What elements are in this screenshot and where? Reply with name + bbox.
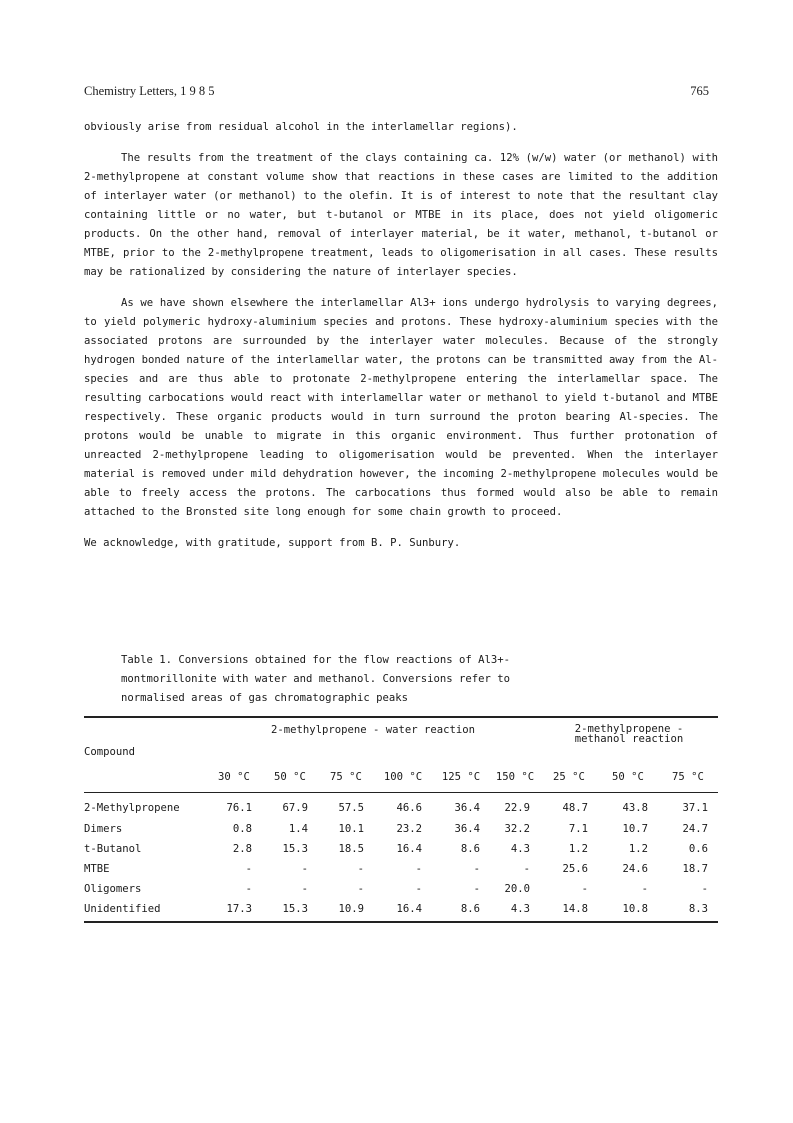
table-caption — [121, 651, 641, 708]
conversion-value: - — [415, 883, 422, 895]
compound-name: 2-Methylpropene — [84, 793, 206, 820]
temperature-header: 125 °C — [441, 771, 481, 783]
conversion-value: 25.6 — [562, 863, 588, 875]
table-row — [84, 879, 718, 899]
compound-name: Dimers — [84, 823, 123, 835]
compound-name: t-Butanol — [84, 843, 142, 855]
conversion-value: - — [473, 883, 480, 895]
conversion-table — [84, 716, 718, 923]
temperature-header: 50 °C — [274, 771, 306, 783]
article-body — [84, 118, 718, 565]
conversion-value: 1.2 — [628, 843, 648, 855]
conversion-value: 18.5 — [338, 843, 364, 855]
methanol-reaction-header — [540, 717, 718, 762]
compound-name: MTBE — [84, 863, 110, 875]
conversion-value: 32.2 — [504, 823, 530, 835]
methanol-header-line-2: methanol reaction — [574, 733, 684, 745]
paragraph-results: The results from the treatment of the clays containing ca. 12% (w/w) water (or methanol) with 2-methylpropene at constant volume show that reactions in these cases are limited to the addition of interlayer water (or methanol) to the olefin. It is of interest to note that the resultant clay containing little or no water, but t-butanol or MTBE in its place, does not yield oligomeric products. On the other hand, removal of interlayer material, be it water, methanol, t-butanol or MTBE, prior to the 2-methylpropene treatment, leads to oligomerisation in all cases. These results may be rationalized by considering the nature of interlayer species. — [84, 152, 718, 278]
paragraph-discussion: As we have shown elsewhere the interlamellar Al3+ ions undergo hydrolysis to varying degrees, to yield polymeric hydroxy-aluminium species and protons. These hydroxy-aluminium species with the associated protons are surrounded by the interlayer water molecules. Because of the strongly hydrogen bonded nature of the interlamellar water, the protons can be transmitted away from the Al-species and are thus able to protonate 2-methylpropene entering the interlamellar space. The resulting carbocations would react with interlamellar water or methanol to yield t-butanol and MTBE respectively. These organic products would in turn surround the proton bearing Al-species. The protons would be unable to migrate in this organic environment. Thus further protonation of unreacted 2-methylpropene leading to oligomerisation would be prevented. When the interlayer material is removed under mild dehydration however, the incoming 2-methylpropene molecules would be able to freely access the protons. The carbocations thus formed would also be able to remain attached to the Bronsted site long enough for some chain growth to proceed. — [84, 297, 718, 518]
conversion-value: 8.6 — [460, 843, 480, 855]
temperature-header: 50 °C — [612, 771, 644, 783]
paragraph-continuation: obviously arise from residual alcohol in the interlamellar regions). — [84, 121, 518, 133]
conversion-value: 24.6 — [622, 863, 648, 875]
conversion-value: 1.2 — [568, 843, 588, 855]
conversion-value: 46.6 — [374, 793, 432, 820]
conversion-value: 10.1 — [338, 823, 364, 835]
conversion-value: 15.3 — [282, 843, 308, 855]
conversion-value: - — [523, 863, 530, 875]
temperature-header: 150 °C — [495, 771, 535, 783]
conversion-value: 36.4 — [432, 793, 490, 820]
temperature-header: 75 °C — [330, 771, 362, 783]
conversion-value: - — [301, 863, 308, 875]
conversion-value: 4.3 — [490, 899, 540, 922]
page-number: 765 — [690, 84, 709, 98]
table-caption-line: normalised areas of gas chromatographic peaks — [121, 692, 409, 704]
conversion-value: - — [641, 883, 648, 895]
conversion-value: - — [357, 863, 364, 875]
journal-name: Chemistry Letters, 1 9 8 5 — [84, 84, 215, 98]
table-group-header-row — [84, 717, 718, 762]
conversion-value: 48.7 — [540, 793, 598, 820]
conversion-value: 37.1 — [658, 793, 718, 820]
conversion-value: 23.2 — [396, 823, 422, 835]
table-row — [84, 839, 718, 859]
conversion-value: 57.5 — [318, 793, 374, 820]
conversion-value: 15.3 — [262, 899, 318, 922]
running-header — [84, 84, 709, 100]
temperature-header: 75 °C — [672, 771, 704, 783]
conversion-value: 76.1 — [206, 793, 262, 820]
compound-name: Unidentified — [84, 899, 206, 922]
table-row — [84, 899, 718, 922]
temperature-header: 25 °C — [553, 771, 585, 783]
temperature-header: 100 °C — [383, 771, 423, 783]
conversion-value: 22.9 — [490, 793, 540, 820]
conversion-value: - — [357, 883, 364, 895]
conversion-value: - — [245, 883, 252, 895]
conversion-value: 8.3 — [658, 899, 718, 922]
conversion-value: - — [473, 863, 480, 875]
conversion-value: 36.4 — [454, 823, 480, 835]
conversion-value: 16.4 — [374, 899, 432, 922]
conversion-value: 4.3 — [510, 843, 530, 855]
conversion-value: 0.6 — [688, 843, 708, 855]
compound-header: Compound — [84, 717, 206, 762]
conversion-value: 43.8 — [598, 793, 658, 820]
temperature-header-spacer — [84, 762, 206, 793]
conversion-value: 24.7 — [682, 823, 708, 835]
conversion-value: - — [701, 883, 708, 895]
conversion-value: 67.9 — [262, 793, 318, 820]
conversion-value: 10.9 — [318, 899, 374, 922]
conversion-value: 20.0 — [504, 883, 530, 895]
compound-name: Oligomers — [84, 883, 142, 895]
temperature-header: 30 °C — [218, 771, 250, 783]
temperature-header-row — [84, 762, 718, 793]
conversion-value: - — [301, 883, 308, 895]
conversion-value: 17.3 — [206, 899, 262, 922]
conversion-value: - — [415, 863, 422, 875]
table-row — [84, 819, 718, 839]
conversion-value: 10.7 — [622, 823, 648, 835]
table-caption-line: Table 1. Conversions obtained for the flow reactions of Al3+- — [121, 654, 511, 666]
paragraph-acknowledgement: We acknowledge, with gratitude, support from B. P. Sunbury. — [84, 537, 461, 549]
conversion-value: - — [245, 863, 252, 875]
conversion-value: - — [581, 883, 588, 895]
conversion-value: 10.8 — [598, 899, 658, 922]
conversion-value: 16.4 — [396, 843, 422, 855]
table-caption-line: montmorillonite with water and methanol. Conversions refer to — [121, 673, 511, 685]
conversion-value: 14.8 — [540, 899, 598, 922]
conversion-value: 0.8 — [232, 823, 252, 835]
conversion-value: 7.1 — [568, 823, 588, 835]
conversion-value: 2.8 — [232, 843, 252, 855]
methanol-header-line-1: 2-methylpropene - — [574, 723, 684, 735]
conversion-value: 8.6 — [432, 899, 490, 922]
table-row — [84, 859, 718, 879]
water-reaction-header: 2-methylpropene - water reaction — [206, 717, 540, 762]
conversion-value: 18.7 — [682, 863, 708, 875]
table-row — [84, 793, 718, 820]
conversion-value: 1.4 — [288, 823, 308, 835]
